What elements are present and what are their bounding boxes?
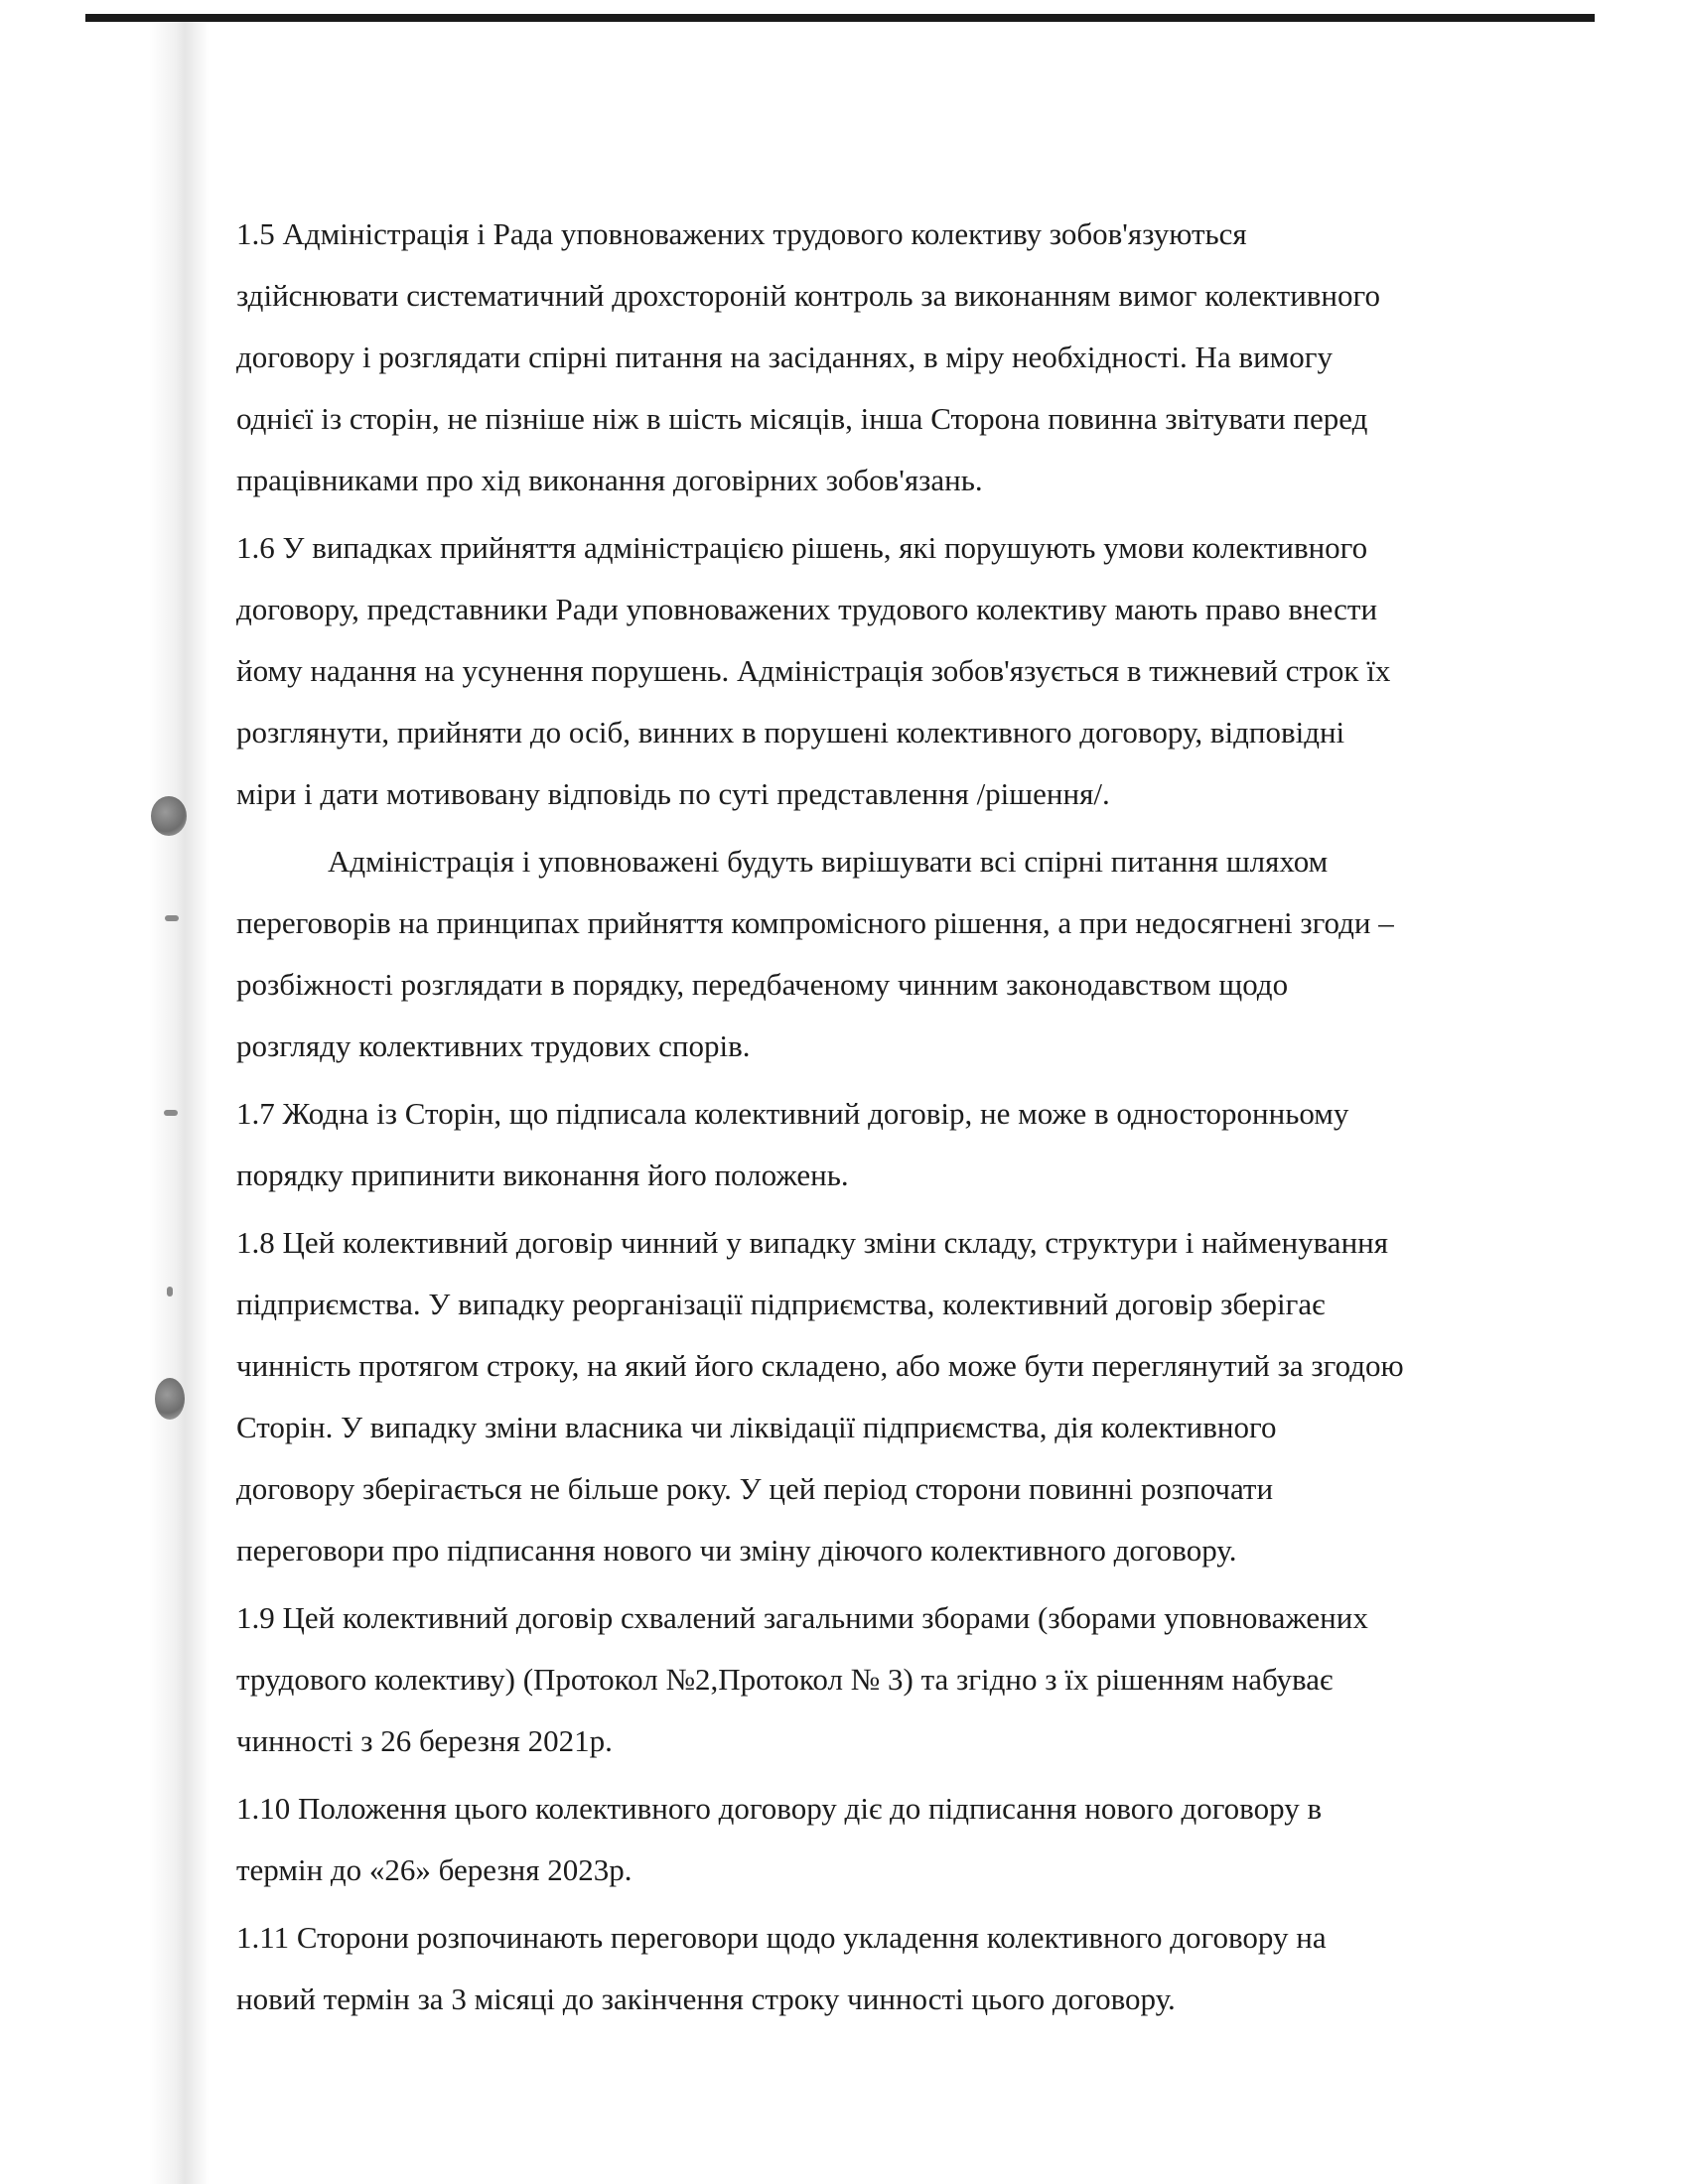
text-line: переговори про підписання нового чи зміну діючого колективного договору. [236, 1533, 1237, 1568]
text-line: міри і дати мотивовану відповідь по суті представлення /рішення/. [236, 776, 1110, 811]
text-line: чинність протягом строку, на який його складено, або може бути переглянутий за згодою [236, 1348, 1404, 1383]
paragraph-1-6 [236, 517, 1607, 825]
text-line: однієї із сторін, не пізніше ніж в шість місяців, інша Сторона повинна звітувати перед [236, 401, 1368, 436]
paragraph-1-7 [236, 1083, 1607, 1206]
text-line: 1.10 Положення цього колективного договору діє до підписання нового договору в [236, 1791, 1323, 1826]
text-line: договору, представники Ради уповноважених трудового колективу мають право внести [236, 592, 1378, 626]
text-line: чинності з 26 березня 2021р. [236, 1723, 613, 1758]
document-body [236, 204, 1607, 2036]
text-line: Адміністрація і уповноважені будуть вирішувати всі спірні питання шляхом [328, 844, 1329, 879]
paragraph-1-9 [236, 1587, 1607, 1772]
scan-top-border [85, 14, 1595, 22]
text-line: 1.8 Цей колективний договір чинний у випадку зміни складу, структури і найменування [236, 1225, 1389, 1260]
text-line: порядку припинити виконання його положень. [236, 1158, 849, 1192]
staple-mark [165, 915, 179, 921]
text-line: розбіжності розглядати в порядку, передбаченому чинним законодавством щодо [236, 967, 1289, 1002]
text-line: 1.11 Сторони розпочинають переговори щодо укладення колективного договору на [236, 1920, 1327, 1955]
paragraph-1-11 [236, 1907, 1607, 2030]
text-line: розглянути, прийняти до осіб, винних в порушені колективного договору, відповідні [236, 715, 1345, 750]
paragraph-1-8 [236, 1212, 1607, 1581]
text-line: термін до «26» березня 2023р. [236, 1852, 633, 1887]
punch-hole [155, 1378, 185, 1420]
text-line: здійснювати систематичний дрохстороній контроль за виконанням вимог колективного [236, 278, 1380, 313]
text-line: Сторін. У випадку зміни власника чи ліквідації підприємства, дія колективного [236, 1410, 1277, 1444]
text-line: розгляду колективних трудових спорів. [236, 1028, 751, 1063]
text-line: договору зберігається не більше року. У цей період сторони повинні розпочати [236, 1471, 1274, 1506]
text-line: 1.7 Жодна із Сторін, що підписала колективний договір, не може в односторонньому [236, 1096, 1349, 1131]
text-line: 1.5 Адміністрація і Рада уповноважених трудового колективу зобов'язуються [236, 216, 1247, 251]
text-line: трудового колективу) (Протокол №2,Протокол № 3) та згідно з їх рішенням набуває [236, 1662, 1334, 1697]
text-line: 1.9 Цей колективний договір схвалений загальними зборами (зборами уповноважених [236, 1600, 1368, 1635]
text-line: підприємства. У випадку реорганізації підприємства, колективний договір зберігає [236, 1287, 1326, 1321]
text-line: 1.6 У випадках прийняття адміністрацією рішень, які порушують умови колективного [236, 530, 1368, 565]
text-line: йому надання на усунення порушень. Адміністрація зобов'язується в тижневий строк їх [236, 653, 1391, 688]
text-line: переговорів на принципах прийняття компромісного рішення, а при недосягнені згоди – [236, 905, 1394, 940]
paragraph-1-5 [236, 204, 1607, 511]
staple-mark [164, 1110, 178, 1116]
text-line: працівниками про хід виконання договірних зобов'язань. [236, 463, 983, 497]
punch-hole [151, 796, 187, 836]
text-line: новий термін за 3 місяці до закінчення строку чинності цього договору. [236, 1981, 1176, 2016]
paragraph-1-10 [236, 1778, 1607, 1901]
binding-shadow [149, 22, 209, 2184]
paragraph-1-6-continuation [236, 831, 1607, 1077]
staple-mark [167, 1287, 173, 1297]
text-line: договору і розглядати спірні питання на засіданнях, в міру необхідності. На вимогу [236, 340, 1334, 374]
